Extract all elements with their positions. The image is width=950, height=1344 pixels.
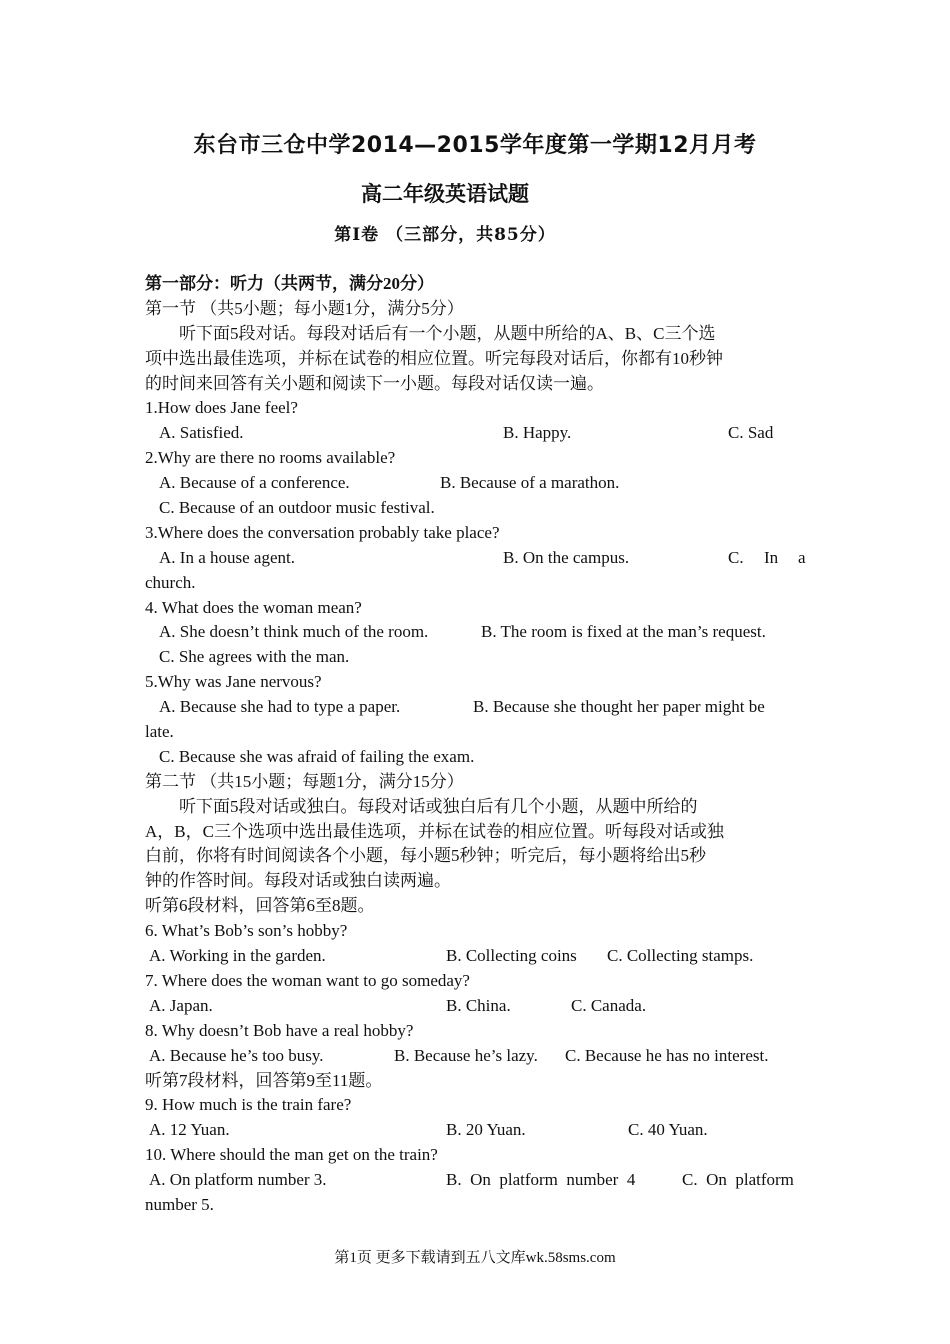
option-b: B. 20 Yuan. [446, 1120, 526, 1140]
option-c: C. Because he has no interest. [565, 1045, 769, 1065]
option-a: A. On platform number 3. [149, 1170, 327, 1190]
question-10-option-c-cont: number 5. [145, 1194, 214, 1214]
question-9-stem: 9. How much is the train fare? [145, 1095, 352, 1115]
option-a: A. Working in the garden. [149, 946, 326, 966]
option-a: A. Satisfied. [159, 423, 244, 443]
volume-title: 第Ⅰ卷 （三部分，共85分） [334, 225, 556, 245]
option-c-word: In [764, 547, 779, 567]
material-7-heading: 听第7段材料，回答第9至11题。 [145, 1070, 383, 1090]
question-2-option-c [145, 496, 807, 521]
option-b: B. Collecting coins [446, 946, 577, 966]
section2-instruction-line: 白前，你将有时间阅读各个小题，每小题5秒钟；听完后，每小题将给出5秒 [145, 846, 706, 866]
question-4-options [145, 620, 807, 645]
option-a: A. Because she had to type a paper. [159, 697, 401, 717]
page-footer: 第1页 更多下载请到五八文库wk.58sms.com [334, 1250, 616, 1266]
question-2-stem: 2.Why are there no rooms available? [145, 448, 396, 468]
section1-instruction-line: 听下面5段对话。每段对话后有一个小题，从题中所给的A、B、C三个选 [179, 323, 716, 343]
option-a: A. Japan. [149, 995, 213, 1015]
question-1-stem: 1.How does Jane feel? [145, 398, 298, 418]
option-c-label: C. [728, 547, 744, 567]
question-3-options [145, 546, 807, 571]
option-c-word: a [798, 547, 806, 567]
question-5-option-c [145, 745, 807, 770]
question-9-options [145, 1118, 807, 1143]
option-c: C. Canada. [571, 995, 647, 1015]
section1-instruction-line: 的时间来回答有关小题和阅读下一小题。每段对话仅读一遍。 [145, 373, 604, 393]
part1-heading: 第一部分：听力（共两节，满分20分） [145, 274, 434, 293]
option-c: C. Because she was afraid of failing the exam. [159, 746, 475, 766]
question-4-option-c [145, 645, 807, 670]
option-a: A. Because of a conference. [159, 473, 350, 493]
question-7-options [145, 994, 807, 1019]
option-c: C. Because of an outdoor music festival. [159, 498, 435, 518]
question-4-stem: 4. What does the woman mean? [145, 597, 362, 617]
option-b: B. Because he’s lazy. [394, 1045, 538, 1065]
option-c: C. 40 Yuan. [628, 1120, 708, 1140]
option-a: A. 12 Yuan. [149, 1120, 230, 1140]
option-b: B. The room is fixed at the man’s request. [481, 622, 766, 642]
question-8-options [145, 1044, 807, 1069]
question-5-stem: 5.Why was Jane nervous? [145, 672, 322, 692]
option-c: C. Sad [728, 423, 774, 443]
exam-subtitle: 高二年级英语试题 [361, 182, 529, 206]
question-7-stem: 7. Where does the woman want to go someday? [145, 970, 470, 990]
option-c: C. She agrees with the man. [159, 647, 350, 667]
question-5-option-b-cont: late. [145, 722, 174, 742]
question-3-stem: 3.Where does the conversation probably take place? [145, 522, 500, 542]
option-b: B. On the campus. [503, 547, 630, 567]
question-10-options [145, 1168, 807, 1193]
section1-heading: 第一节 （共5小题；每小题1分，满分5分） [145, 298, 464, 318]
exam-content [145, 272, 807, 1218]
option-b: B. Because she thought her paper might be [473, 697, 765, 717]
option-a: A. Because he’s too busy. [149, 1045, 324, 1065]
option-c: C. On platform [682, 1170, 794, 1190]
question-3-option-c-cont: church. [145, 572, 196, 592]
question-6-options [145, 944, 807, 969]
question-2-options [145, 471, 807, 496]
section2-instruction-line: 钟的作答时间。每段对话或独白读两遍。 [145, 871, 451, 891]
question-1-options [145, 421, 807, 446]
option-c: C. Collecting stamps. [607, 946, 754, 966]
question-8-stem: 8. Why doesn’t Bob have a real hobby? [145, 1020, 414, 1040]
option-b: B. Happy. [503, 423, 572, 443]
section2-instruction-line: A，B，C三个选项中选出最佳选项，并标在试卷的相应位置。听每段对话或独 [145, 821, 724, 841]
option-a: A. She doesn’t think much of the room. [159, 622, 429, 642]
question-10-stem: 10. Where should the man get on the train? [145, 1145, 438, 1165]
section1-instruction-line: 项中选出最佳选项，并标在试卷的相应位置。听完每段对话后，你都有10秒钟 [145, 348, 723, 368]
question-6-stem: 6. What’s Bob’s son’s hobby? [145, 921, 348, 941]
section2-instruction-line: 听下面5段对话或独白。每段对话或独白后有几个小题，从题中所给的 [179, 796, 698, 816]
option-a: A. In a house agent. [159, 547, 295, 567]
option-b: B. On platform number 4 [446, 1170, 636, 1190]
option-b: B. Because of a marathon. [440, 473, 620, 493]
option-b: B. China. [446, 995, 511, 1015]
material-6-heading: 听第6段材料，回答第6至8题。 [145, 896, 375, 916]
question-5-options [145, 695, 807, 720]
exam-title: 东台市三仓中学2014—2015学年度第一学期12月月考 [193, 133, 757, 158]
section2-heading: 第二节 （共15小题；每题1分，满分15分） [145, 771, 464, 791]
